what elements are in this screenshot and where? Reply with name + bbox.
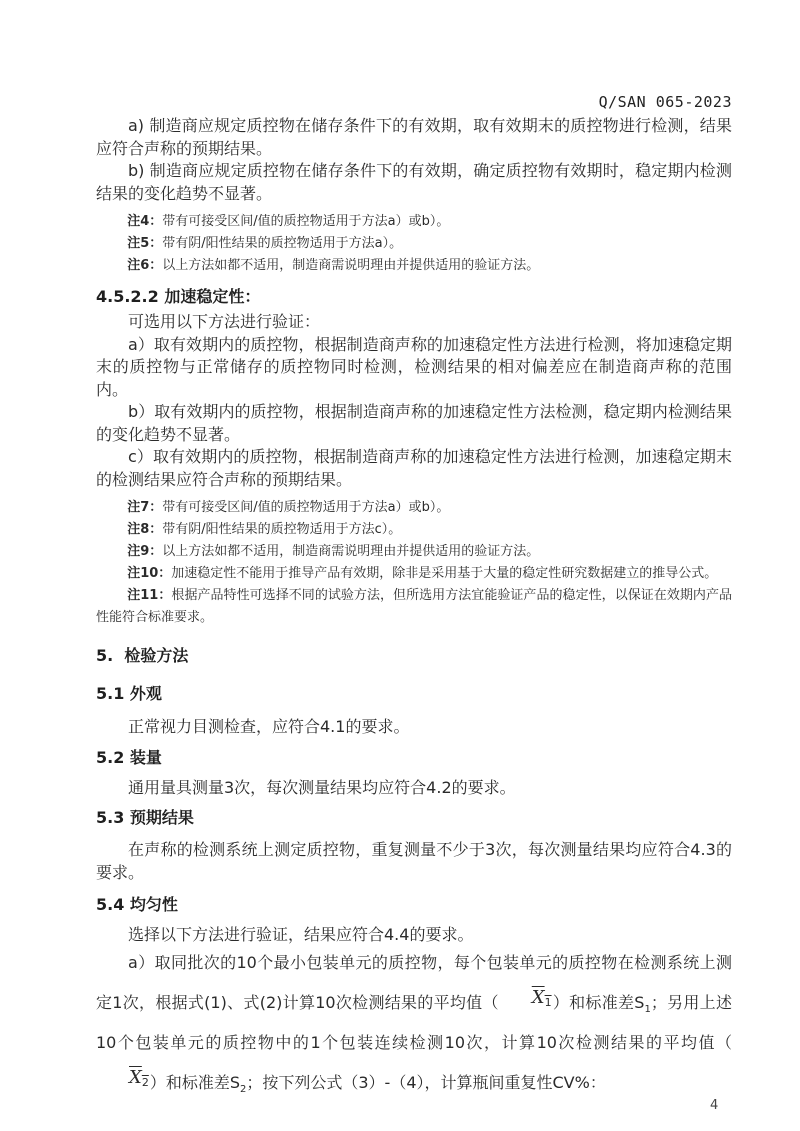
note-label: 注11： [127, 588, 172, 603]
paragraph-storage-a: a) 制造商应规定质控物在储存条件下的有效期，取有效期末的质控物进行检测，结果应符合声称的预期结果。 [96, 116, 732, 158]
xbar-1-letter: X [531, 986, 545, 1008]
xbar-2-subscript: 2 [141, 1075, 149, 1089]
paragraph-method-intro: 可选用以下方法进行验证： [128, 312, 321, 331]
note-label: 注10： [127, 566, 172, 581]
formula-text-4: ）和标准差S [149, 1072, 240, 1092]
paragraph-storage-b: b) 制造商应规定质控物在储存条件下的有效期，确定质控物有效期时，稳定期内检测结果的变化趋势不显著。 [96, 161, 732, 203]
notes-block-1 [96, 211, 732, 277]
paragraph-5-4-a-with-formulas [96, 943, 732, 1103]
note-line [96, 563, 732, 585]
xbar-1-subscript: 1 [544, 995, 552, 1009]
xbar-2-symbol [97, 1066, 149, 1089]
doc-code: Q/SAN 065-2023 [598, 93, 732, 111]
note-line [96, 211, 732, 233]
note-text: 加速稳定性不能用于推导产品有效期，除非是采用基于大量的稳定性研究数据建立的推导公式。 [171, 566, 718, 581]
note-text: 根据产品特性可选择不同的试验方法，但所选用方法宜能验证产品的稳定性，以保证在效期内产品性能符合标准要求。 [96, 588, 732, 625]
formula-text-1: a）取同批次的10个最小包装单元的质控物，每个包装单元的质控物在检测系统上测定1次，根据式(1)、式(2)计算10次检测结果的平均值（ [96, 952, 732, 1012]
note-text: 带有阴/阳性结果的质控物适用于方法c）。 [162, 522, 402, 537]
note-text: 以上方法如都不适用，制造商需说明理由并提供适用的验证方法。 [162, 544, 540, 559]
s2-subscript: 2 [240, 1083, 247, 1095]
note-label: 注4： [127, 214, 163, 229]
formula-text-2: ）和标准差S [552, 992, 645, 1012]
paragraph-5-2: 通用量具测量3次，每次测量结果均应符合4.2的要求。 [128, 777, 516, 797]
formula-text-5: ；按下列公式（3）-（4），计算瓶间重复性CV%： [246, 1072, 606, 1092]
note-text: 以上方法如都不适用，制造商需说明理由并提供适用的验证方法。 [162, 258, 540, 273]
note-label: 注8： [127, 522, 163, 537]
section-heading-5: 5. 检验方法 [96, 646, 189, 665]
note-line [96, 497, 732, 519]
note-label: 注9： [127, 544, 163, 559]
section-heading-5-1: 5.1 外观 [96, 684, 162, 703]
section-heading-4-5-2-2: 4.5.2.2 加速稳定性： [96, 287, 261, 306]
note-line [96, 541, 732, 563]
note-text: 带有可接受区间/值的质控物适用于方法a）或b）。 [162, 500, 450, 515]
note-text: 带有阴/阳性结果的质控物适用于方法a）。 [162, 236, 403, 251]
page-number: 4 [710, 1098, 719, 1113]
note-line [96, 233, 732, 255]
note-label: 注5： [127, 236, 163, 251]
s1-subscript: 1 [644, 1003, 651, 1015]
paragraph-accel-c: c）取有效期内的质控物，根据制造商声称的加速稳定性方法进行检测，加速稳定期末的检测结果应符合声称的预期结果。 [96, 447, 732, 489]
section-heading-5-3: 5.3 预期结果 [96, 808, 194, 827]
paragraph-accel-b: b）取有效期内的质控物，根据制造商声称的加速稳定性方法检测，稳定期内检测结果的变化趋势不显著。 [96, 402, 732, 444]
note-text: 带有可接受区间/值的质控物适用于方法a）或b）。 [162, 214, 450, 229]
section-heading-5-4: 5.4 均匀性 [96, 895, 178, 914]
note-line [96, 519, 732, 541]
paragraph-5-1: 正常视力目测检查，应符合4.1的要求。 [128, 717, 410, 736]
xbar-1-symbol [500, 986, 552, 1009]
paragraph-accel-a: a）取有效期内的质控物，根据制造商声称的加速稳定性方法进行检测，将加速稳定期末的质控物与正常储存的质控物同时检测，检测结果的相对偏差应在制造商声称的范围内。 [96, 334, 732, 399]
paragraph-5-3: 在声称的检测系统上测定质控物，重复测量不少于3次，每次测量结果均应符合4.3的要求。 [96, 840, 732, 882]
note-label: 注7： [127, 500, 163, 515]
notes-block-2 [96, 497, 732, 629]
note-line [96, 585, 732, 629]
xbar-2-letter: X [129, 1066, 142, 1088]
section-heading-5-2: 5.2 装量 [96, 747, 162, 767]
note-label: 注6： [127, 258, 163, 273]
paragraph-5-4-intro: 选择以下方法进行验证，结果应符合4.4的要求。 [128, 925, 474, 944]
note-line [96, 255, 732, 277]
formula-text-3: ；另用上述10个包装单元的质控物中的1个包装连续检测10次，计算10次检测结果的平均值（ [96, 992, 732, 1052]
